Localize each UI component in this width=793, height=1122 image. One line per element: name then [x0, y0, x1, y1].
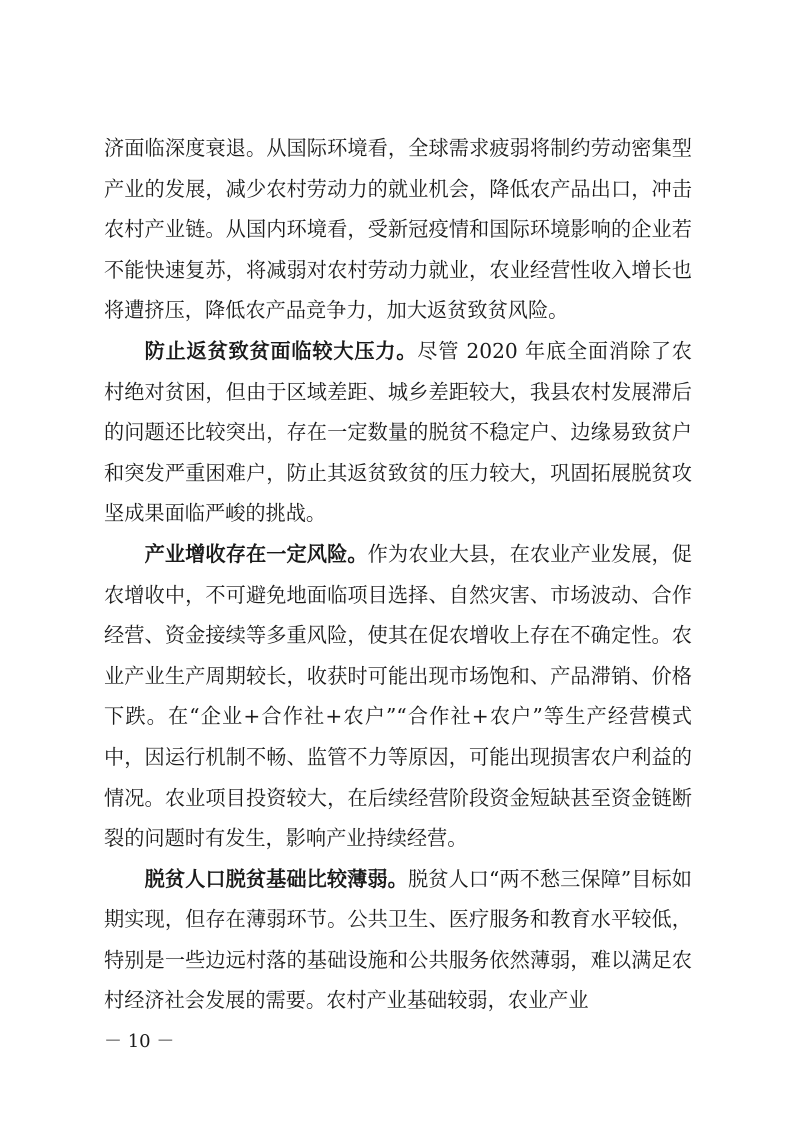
paragraph-body: 济面临深度衰退。从国际环境看，全球需求疲弱将制约劳动密集型产业的发展，减少农村劳动力的就业机会，降低农产品出口，冲击农村产业链。从国内环境看，受新冠疫情和国际环境影响的企业若不能快速复苏，将减弱对农村劳动力就业，农业经营性收入增长也将遭挤压，降低农产品竞争力，加大返贫致贫风险。 [104, 136, 692, 323]
paragraph-heading: 产业增收存在一定风险。 [144, 541, 368, 566]
paragraph-industry-income-risk [104, 534, 692, 859]
paragraph-heading: 防止返贫致贫面临较大压力。 [144, 338, 418, 363]
paragraph-continuation [104, 128, 692, 331]
paragraph-body: 脱贫人口“两不愁三保障”目标如期实现，但存在薄弱环节。公共卫生、医疗服务和教育水平较低，特别是一些边远村落的基础设施和公共服务依然薄弱，难以满足农村经济社会发展的需要。农村产业基础较弱，农业产业 [104, 866, 692, 1013]
page-number: － 10 － [104, 1031, 175, 1052]
paragraph-weak-foundation [104, 859, 692, 1021]
paragraph-body: 作为农业大县，在农业产业发展，促农增收中，不可避免地面临项目选择、自然灾害、市场波动、合作经营、资金接续等多重风险，使其在促农增收上存在不确定性。农业产业生产周期较长，收获时可能出现市场饱和、产品滞销、价格下跌。在“企业+合作社+农户”“合作社+农户”等生产经营模式中，因运行机制不畅、监管不力等原因，可能出现损害农户利益的情况。农业项目投资较大，在后续经营阶段资金短缺甚至资金链断裂的问题时有发生，影响产业持续经营。 [104, 541, 692, 851]
paragraph-heading: 脱贫人口脱贫基础比较薄弱。 [144, 866, 408, 891]
paragraph-return-poverty-pressure [104, 331, 692, 534]
paragraph-body: 尽管 2020 年底全面消除了农村绝对贫困，但由于区域差距、城乡差距较大，我县农村发展滞后的问题还比较突出，存在一定数量的脱贫不稳定户、边缘易致贫户和突发严重困难户，防止其返贫致贫的压力较大，巩固拓展脱贫攻坚成果面临严峻的挑战。 [104, 338, 692, 526]
body-text [104, 128, 692, 1021]
